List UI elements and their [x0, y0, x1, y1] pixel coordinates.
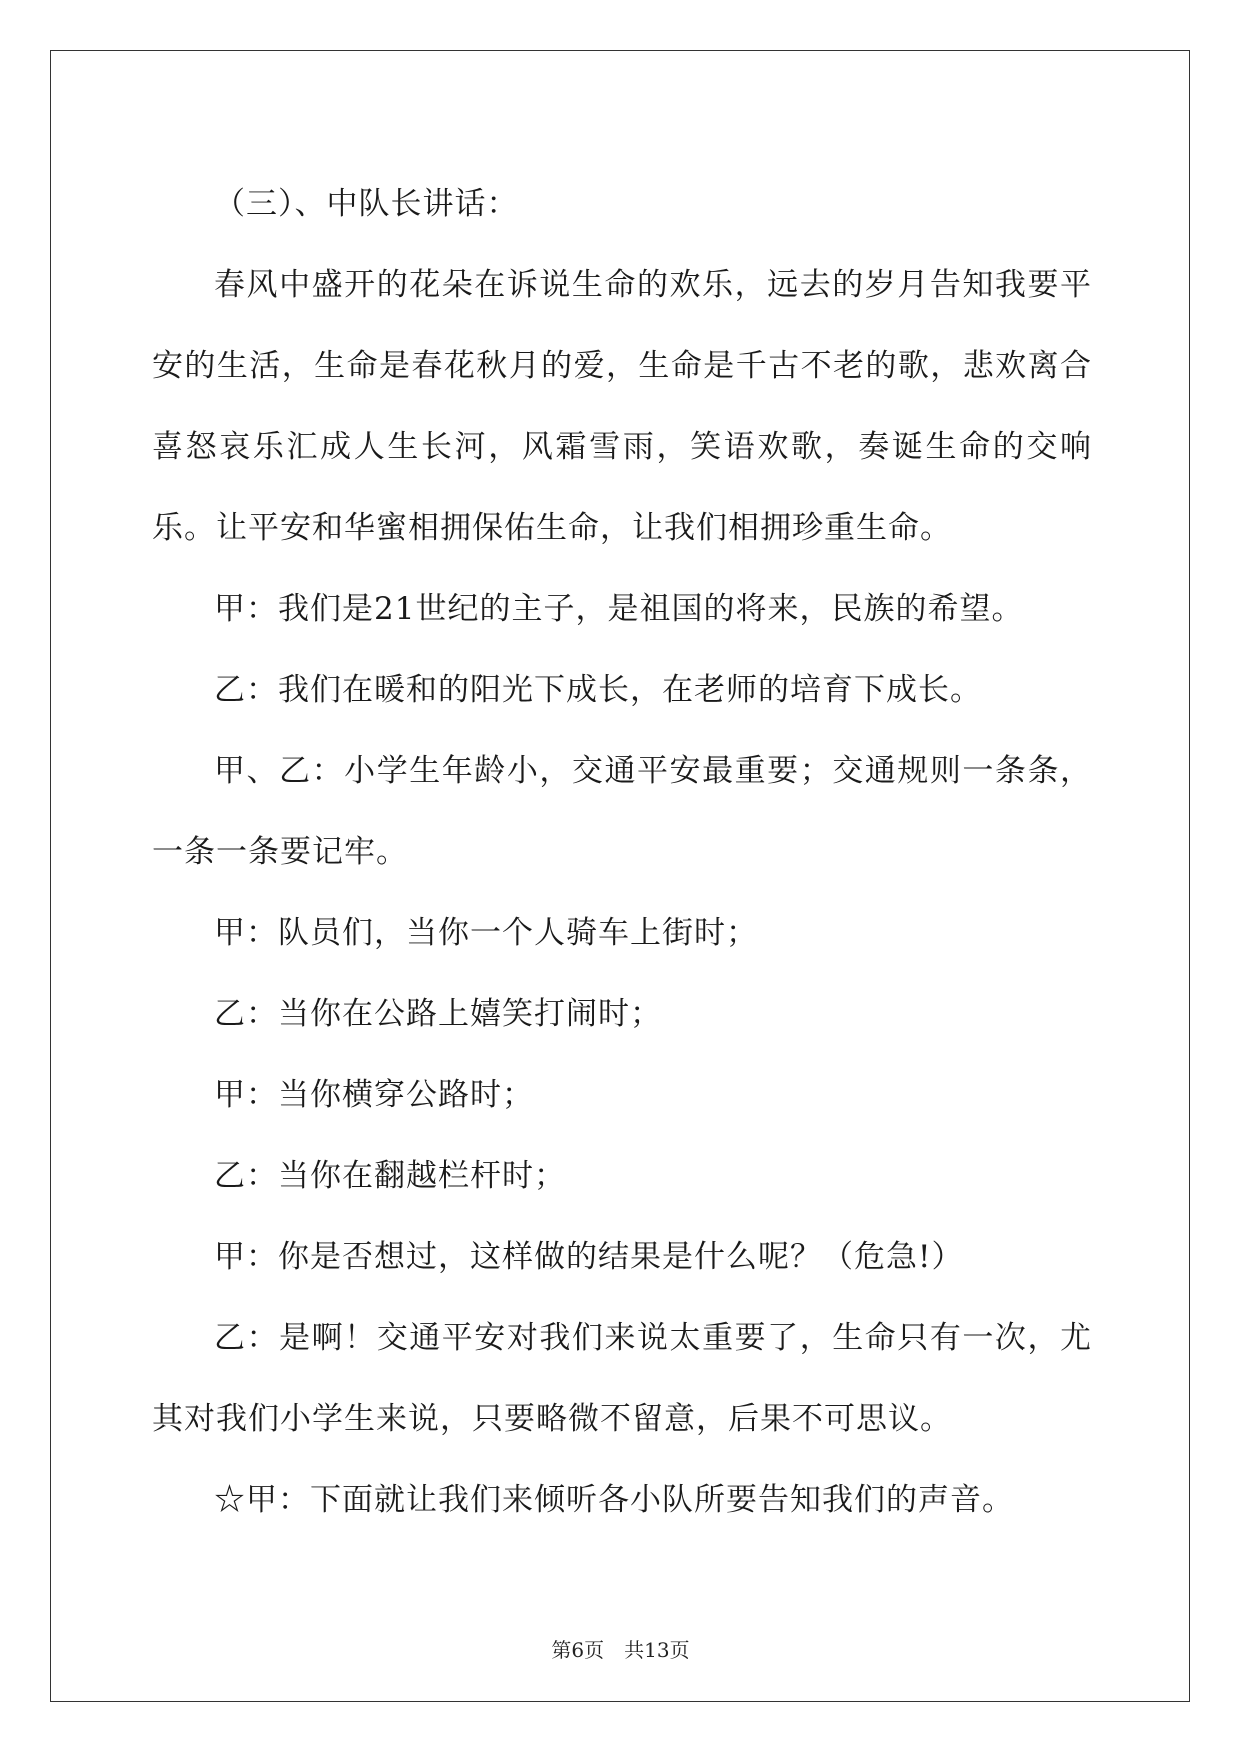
paragraph: 乙：我们在暖和的阳光下成长，在老师的培育下成长。 — [214, 672, 982, 708]
paragraph: 乙：当你在公路上嬉笑打闹时； — [214, 996, 662, 1032]
paragraph: 甲：队员们，当你一个人骑车上街时； — [214, 915, 758, 951]
paragraph: 甲：你是否想过，这样做的结果是什么呢？（危急!） — [214, 1239, 964, 1275]
document-body — [152, 164, 1092, 1541]
paragraph: 乙：当你在翻越栏杆时； — [214, 1158, 566, 1194]
paragraph: 甲：我们是21世纪的主子，是祖国的将来，民族的希望。 — [214, 591, 1024, 627]
paragraph: 甲：当你横穿公路时； — [214, 1077, 534, 1113]
paragraph: 乙：是啊！交通平安对我们来说太重要了，生命只有一次，尤其对我们小学生来说，只要略微不留意，后果不可思议。 — [152, 1320, 1092, 1437]
paragraph: 甲、乙：小学生年龄小，交通平安最重要；交通规则一条条，一条一条要记牢。 — [152, 753, 1092, 870]
paragraph: 春风中盛开的花朵在诉说生命的欢乐，远去的岁月告知我要平安的生活，生命是春花秋月的爱，生命是千古不老的歌，悲欢离合喜怒哀乐汇成人生长河，风霜雪雨，笑语欢歌，奏诞生命的交响乐。让平安和华蜜相拥保佑生命，让我们相拥珍重生命。 — [152, 267, 1092, 546]
page-number-footer: 第6页 共13页 — [551, 1638, 690, 1662]
paragraph: （三）、中队长讲话： — [214, 186, 519, 222]
paragraph: ☆甲：下面就让我们来倾听各小队所要告知我们的声音。 — [214, 1482, 1014, 1518]
